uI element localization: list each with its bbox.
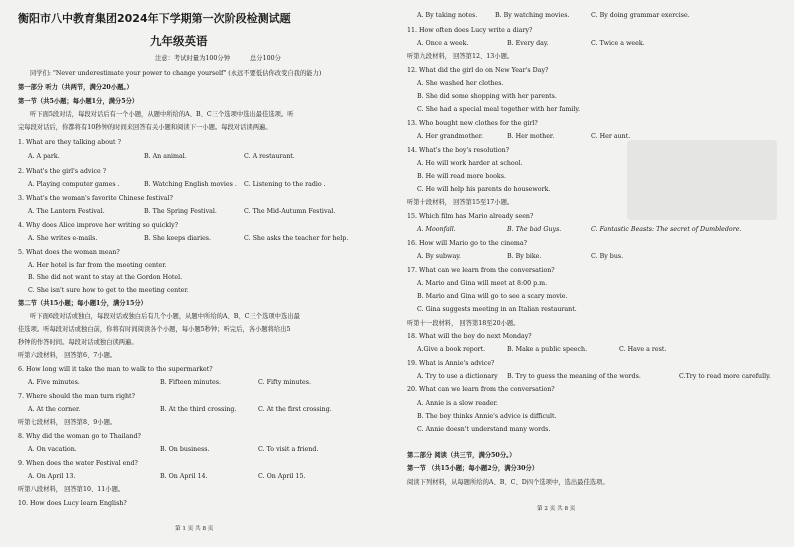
q14-option-c[interactable]: C. He will help his parents do housework.: [417, 186, 551, 193]
section1-intro-line2: 完每段对话后，你都将有10秒钟的时间来回答有关小题和阅读下一小题。每段对话读两遍。: [18, 124, 272, 131]
q4-option-b[interactable]: B. She keeps diaries.: [144, 235, 212, 242]
section2-intro-line1: 听下面6段对话或独白，每段对话或独白后有几个小题，从题中所给的A、B、C三个选项中选出最: [30, 313, 300, 320]
section1-heading: 第一节（共5小题；每小题1分，满分5分）: [18, 98, 139, 105]
q14-option-a[interactable]: A. He will work harder at school.: [417, 160, 523, 167]
q11-option-c[interactable]: C. Twice a week.: [591, 40, 645, 47]
question-17: 17. What can we learn from the conversation?: [407, 267, 555, 274]
exam-title: 衡阳市八中教育集团2024年下学期第一次阶段检测试题: [18, 12, 291, 25]
q14-option-b[interactable]: B. He will read more books.: [417, 173, 506, 180]
exam-total: 总分100分: [250, 55, 281, 62]
q9-option-b[interactable]: B. On April 14.: [160, 473, 208, 480]
material-11-heading: 听第十一段材料， 回答第18至20小题。: [407, 320, 520, 327]
question-9: 9. When does the water Festival end?: [18, 460, 138, 467]
q13-option-b[interactable]: B. Her mother.: [507, 133, 555, 140]
q19-option-c[interactable]: C.Try to read more carefully.: [679, 373, 771, 380]
material-10-heading: 听第十段材料， 回答第15至17小题。: [407, 199, 514, 206]
q16-option-c[interactable]: C. By bus.: [591, 253, 624, 260]
q10-option-b[interactable]: B. By watching movies.: [495, 12, 570, 19]
question-14: 14. What's the boy's resolution?: [407, 147, 510, 154]
scan-shading: [627, 140, 777, 220]
question-1: 1. What are they talking about ?: [18, 139, 121, 146]
q18-option-a[interactable]: A.Give a book report.: [417, 346, 486, 353]
reading-section1-heading: 第一节 （共15小题；每小题2分，满分30分）: [407, 465, 539, 472]
q1-option-b[interactable]: B. An animal.: [144, 153, 187, 160]
question-7: 7. Where should the man turn right?: [18, 393, 135, 400]
q11-option-b[interactable]: B. Every day.: [507, 40, 549, 47]
q15-option-c[interactable]: C. Fantastic Beasts: The secret of Dumbledore.: [591, 226, 742, 233]
q11-option-a[interactable]: A. Once a week.: [417, 40, 469, 47]
q7-option-c[interactable]: C. At the first crossing.: [258, 406, 332, 413]
q1-option-a[interactable]: A. A park.: [28, 153, 60, 160]
question-2: 2. What's the girl's advice ?: [18, 168, 107, 175]
section2-intro-line2: 佳选项。听每段对话或独白前，你将有时间阅读各个小题，每小题5秒钟；听完后，各小题将给出5: [18, 326, 291, 333]
question-12: 12. What did the girl do on New Year's Day?: [407, 67, 549, 74]
question-13: 13. Who bought new clothes for the girl?: [407, 120, 538, 127]
q2-option-a[interactable]: A. Playing computer games .: [28, 181, 120, 188]
q20-option-c[interactable]: C. Annie doesn't understand many words.: [417, 426, 551, 433]
q8-option-b[interactable]: B. On business.: [160, 446, 210, 453]
q10-option-c[interactable]: C. By doing grammar exercise.: [591, 12, 690, 19]
q2-option-c[interactable]: C. Listening to the radio .: [244, 181, 326, 188]
q19-option-b[interactable]: B. Try to guess the meaning of the words.: [507, 373, 641, 380]
section2-heading: 第二节（共15小题；每小题1分，满分15分）: [18, 300, 147, 307]
part1-heading: 第一部分 听力（共两节，满分20小题。）: [18, 84, 133, 91]
q16-option-a[interactable]: A. By subway.: [417, 253, 461, 260]
q5-option-c[interactable]: C. She isn't sure how to get to the meeting center.: [28, 287, 189, 294]
q2-option-b[interactable]: B. Watching English movies .: [144, 181, 237, 188]
question-6: 6. How long will it take the man to walk to the supermarket?: [18, 366, 213, 373]
page-footer-left: 第 1 页 共 8 页: [175, 526, 214, 532]
q4-option-a[interactable]: A. She writes e-mails.: [28, 235, 98, 242]
question-5: 5. What does the woman mean?: [18, 249, 120, 256]
page-right: [397, 0, 794, 547]
material-7-heading: 听第七段材料， 回答第8、9小题。: [18, 419, 117, 426]
exam-subtitle: 九年级英语: [150, 34, 208, 48]
question-18: 18. What will the boy do next Monday?: [407, 333, 532, 340]
q13-option-c[interactable]: C. Her aunt.: [591, 133, 631, 140]
q13-option-a[interactable]: A. Her grandmother.: [417, 133, 484, 140]
q15-option-a[interactable]: A. Moonfall.: [417, 226, 456, 233]
q18-option-b[interactable]: B. Make a public speech.: [507, 346, 588, 353]
q12-option-a[interactable]: A. She washed her clothes.: [417, 80, 504, 87]
q17-option-a[interactable]: A. Mario and Gina will meet at 8:00 p.m.: [417, 280, 548, 287]
section2-intro-line3: 秒钟的作答时间。每段对话或独白读两遍。: [18, 339, 138, 346]
q7-option-b[interactable]: B. At the third crossing.: [160, 406, 237, 413]
exam-notice: 注意：考试时量为100分钟: [155, 55, 230, 62]
question-10: 10. How does Lucy learn English?: [18, 500, 127, 507]
question-11: 11. How often does Lucy write a diary?: [407, 27, 533, 34]
question-8: 8. Why did the woman go to Thailand?: [18, 433, 141, 440]
q3-option-c[interactable]: C. The Mid-Autumn Festival.: [244, 208, 336, 215]
q9-option-a[interactable]: A. On April 13.: [28, 473, 76, 480]
q6-option-c[interactable]: C. Fifty minutes.: [258, 379, 311, 386]
q17-option-b[interactable]: B. Mario and Gina will go to see a scary movie.: [417, 293, 568, 300]
page-footer-right: 第 2 页 共 8 页: [537, 506, 576, 512]
q12-option-c[interactable]: C. She had a special meal together with her family.: [417, 106, 581, 113]
q1-option-c[interactable]: C. A restaurant.: [244, 153, 295, 160]
q4-option-c[interactable]: C. She asks the teacher for help.: [244, 235, 349, 242]
question-20: 20. What can we learn from the conversation?: [407, 386, 555, 393]
question-19: 19. What is Annie's advice?: [407, 360, 495, 367]
section1-intro-line1: 听下面5段对话，每段对话后有一个小题，从题中所给的A、B、C三个选项中选出最佳选项。听: [30, 111, 294, 118]
q3-option-a[interactable]: A. The Lantern Festival.: [28, 208, 105, 215]
material-8-heading: 听第八段材料， 回答第10、11小题。: [18, 486, 125, 493]
question-16: 16. How will Mario go to the cinema?: [407, 240, 528, 247]
q3-option-b[interactable]: B. The Spring Festival.: [144, 208, 217, 215]
q9-option-c[interactable]: C. On April 15.: [258, 473, 306, 480]
question-3: 3. What's the woman's favorite Chinese festival?: [18, 195, 173, 202]
q6-option-b[interactable]: B. Fifteen minutes.: [160, 379, 221, 386]
q16-option-b[interactable]: B. By bike.: [507, 253, 542, 260]
material-6-heading: 听第六段材料， 回答第6、7小题。: [18, 352, 117, 359]
q20-option-a[interactable]: A. Annie is a slow reader.: [417, 400, 498, 407]
q8-option-c[interactable]: C. To visit a friend.: [258, 446, 319, 453]
q20-option-b[interactable]: B. The boy thinks Annie's advice is difficult.: [417, 413, 557, 420]
q17-option-c[interactable]: C. Gina suggests meeting in an Italian restaurant.: [417, 306, 577, 313]
q7-option-a[interactable]: A. At the corner.: [28, 406, 81, 413]
q8-option-a[interactable]: A. On vacation.: [28, 446, 77, 453]
q18-option-c[interactable]: C. Have a rest.: [619, 346, 667, 353]
motto: 同学们: "Never underestimate your power to change yourself" (永远不要低估你改变自我的能力): [30, 70, 322, 77]
part2-heading: 第二部分 阅读（共三节，满分50分。）: [407, 452, 516, 459]
q5-option-a[interactable]: A. Her hotel is far from the meeting center.: [28, 262, 167, 269]
question-15: 15. Which film has Mario already seen?: [407, 213, 534, 220]
q15-option-b[interactable]: B. The bad Guys.: [507, 226, 562, 233]
q5-option-b[interactable]: B. She did not want to stay at the Gordon Hotel.: [28, 274, 183, 281]
q12-option-b[interactable]: B. She did some shopping with her parents.: [417, 93, 557, 100]
q6-option-a[interactable]: A. Five minutes.: [28, 379, 80, 386]
q10-option-a[interactable]: A. By taking notes.: [417, 12, 478, 19]
question-4: 4. Why does Alice improve her writing so quickly?: [18, 222, 179, 229]
q19-option-a[interactable]: A. Try to use a dictionary: [417, 373, 498, 380]
material-9-heading: 听第九段材料， 回答第12、13小题。: [407, 53, 514, 60]
reading-intro: 阅读下列材料，从每题所给的A、B、C、D四个选项中，选出最佳选项。: [407, 479, 609, 486]
